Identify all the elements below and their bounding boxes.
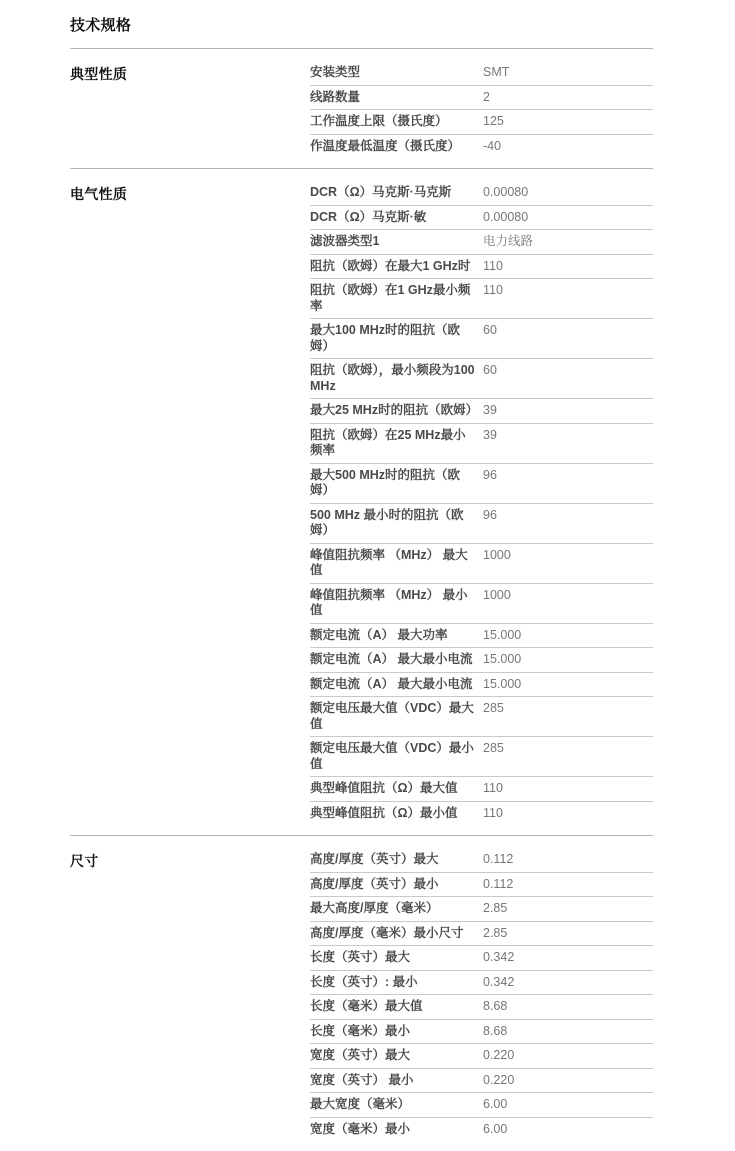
table-row bbox=[310, 255, 653, 280]
attribute-value: 125 bbox=[483, 114, 504, 128]
attribute-name: 高度/厚度（毫米）最小尺寸 bbox=[310, 925, 464, 940]
attribute-value: 1000 bbox=[483, 587, 511, 602]
table-row bbox=[310, 971, 653, 996]
attribute-value: 39 bbox=[483, 427, 497, 442]
attribute-value: 0.220 bbox=[483, 1048, 515, 1062]
spec-section bbox=[70, 836, 653, 1151]
attribute-name: 额定电流（A） 最大最小电流 bbox=[310, 652, 473, 666]
table-row bbox=[310, 399, 653, 424]
table-row bbox=[310, 230, 653, 255]
table-row bbox=[310, 319, 653, 359]
attribute-value: 电力线路 bbox=[483, 234, 534, 248]
attribute-value: 2.85 bbox=[483, 901, 508, 915]
attribute-value: 110 bbox=[483, 283, 503, 297]
table-row bbox=[310, 737, 653, 777]
attribute-name: 长度（英寸）: 最小 bbox=[310, 974, 418, 989]
table-row bbox=[310, 1020, 653, 1045]
attribute-value: 15.000 bbox=[483, 652, 522, 666]
attribute-value: 110 bbox=[483, 258, 503, 273]
section-label: 尺寸 bbox=[70, 853, 99, 869]
attribute-value: 0.220 bbox=[483, 1072, 515, 1087]
table-row bbox=[310, 135, 653, 159]
attribute-name: 额定电压最大值（VDC）最大值 bbox=[310, 701, 474, 731]
attribute-value: 15.000 bbox=[483, 676, 522, 691]
attribute-name: 宽度（英寸） 最小 bbox=[310, 1072, 414, 1087]
table-row bbox=[310, 673, 653, 698]
table-row bbox=[310, 61, 653, 86]
table-row bbox=[310, 1093, 653, 1118]
table-row bbox=[310, 464, 653, 504]
attribute-name: 长度（英寸）最大 bbox=[310, 950, 411, 964]
table-row bbox=[310, 584, 653, 624]
attribute-value: 60 bbox=[483, 323, 497, 337]
attribute-name: 500 MHz 最小时的阻抗（欧姆） bbox=[310, 507, 464, 537]
table-row bbox=[310, 802, 653, 826]
attribute-value: 96 bbox=[483, 507, 497, 522]
table-row bbox=[310, 206, 653, 231]
attribute-name: 阻抗（欧姆）在1 GHz最小频率 bbox=[310, 283, 471, 313]
attribute-name: 安装类型 bbox=[310, 65, 361, 79]
attribute-name: 典型峰值阻抗（Ω）最大值 bbox=[310, 781, 458, 795]
table-row bbox=[310, 359, 653, 399]
attribute-value: -40 bbox=[483, 138, 502, 153]
attribute-value: 8.68 bbox=[483, 1023, 508, 1038]
attribute-name: 典型峰值阻抗（Ω）最小值 bbox=[310, 805, 458, 820]
attribute-name: 额定电压最大值（VDC）最小值 bbox=[310, 741, 474, 771]
attribute-name: 额定电流（A） 最大最小电流 bbox=[310, 676, 473, 691]
table-row bbox=[310, 1069, 653, 1094]
table-row bbox=[310, 279, 653, 319]
section-label: 电气性质 bbox=[70, 186, 128, 202]
attribute-name: 峰值阻抗频率 （MHz） 最大值 bbox=[310, 547, 468, 577]
attribute-value: 110 bbox=[483, 781, 503, 795]
table-row bbox=[310, 544, 653, 584]
table-row bbox=[310, 648, 653, 673]
attribute-value: 0.342 bbox=[483, 974, 515, 989]
attribute-name: DCR（Ω）马克斯·敏 bbox=[310, 209, 427, 224]
attribute-value: 0.112 bbox=[483, 876, 514, 891]
table-row bbox=[310, 624, 653, 649]
attribute-name: 阻抗（欧姆）在25 MHz最小频率 bbox=[310, 427, 466, 457]
attribute-value: 0.342 bbox=[483, 950, 515, 964]
spec-section bbox=[70, 169, 653, 836]
attribute-name: 峰值阻抗频率 （MHz） 最小值 bbox=[310, 587, 468, 617]
attribute-value: 8.68 bbox=[483, 999, 508, 1013]
attribute-name: 长度（毫米）最大值 bbox=[310, 999, 423, 1013]
table-row bbox=[310, 946, 653, 971]
attribute-name: 作温度最低温度（摄氏度） bbox=[310, 138, 461, 153]
attribute-value: 39 bbox=[483, 403, 497, 417]
table-row bbox=[310, 848, 653, 873]
attribute-name: 滤波器类型1 bbox=[310, 234, 380, 248]
table-row bbox=[310, 181, 653, 206]
attribute-name: 宽度（英寸）最大 bbox=[310, 1048, 411, 1062]
attribute-value: 1000 bbox=[483, 547, 511, 562]
attribute-name: 线路数量 bbox=[310, 89, 361, 104]
spec-section bbox=[70, 49, 653, 169]
attribute-name: 额定电流（A） 最大功率 bbox=[310, 627, 448, 642]
table-row bbox=[310, 697, 653, 737]
table-row bbox=[310, 873, 653, 898]
table-row bbox=[310, 922, 653, 947]
table-row bbox=[310, 1044, 653, 1069]
table-row bbox=[310, 424, 653, 464]
table-row bbox=[310, 897, 653, 922]
attribute-name: DCR（Ω）马克斯·马克斯 bbox=[310, 185, 452, 199]
attribute-name: 最大宽度（毫米） bbox=[310, 1097, 411, 1111]
attribute-value: 2 bbox=[483, 89, 490, 104]
section-label: 典型性质 bbox=[70, 66, 128, 82]
attribute-value: 15.000 bbox=[483, 627, 522, 642]
attribute-name: 最大500 MHz时的阻抗（欧姆） bbox=[310, 467, 461, 497]
spec-sections bbox=[70, 49, 653, 1151]
table-row bbox=[310, 86, 653, 111]
section-rows bbox=[310, 61, 653, 158]
attribute-name: 阻抗（欧姆）在最大1 GHz时 bbox=[310, 258, 471, 273]
attribute-value: 0.00080 bbox=[483, 185, 529, 199]
attribute-name: 高度/厚度（英寸）最小 bbox=[310, 876, 439, 891]
attribute-value: SMT bbox=[483, 65, 510, 79]
attribute-value: 110 bbox=[483, 805, 503, 820]
table-row bbox=[310, 110, 653, 135]
attribute-name: 工作温度上限（摄氏度） bbox=[310, 114, 448, 128]
section-rows bbox=[310, 181, 653, 825]
attribute-value: 2.85 bbox=[483, 925, 508, 940]
attribute-name: 最大100 MHz时的阻抗（欧姆） bbox=[310, 323, 461, 353]
attribute-value: 96 bbox=[483, 467, 497, 482]
attribute-name: 最大高度/厚度（毫米） bbox=[310, 901, 439, 915]
attribute-value: 0.112 bbox=[483, 852, 514, 866]
attribute-value: 60 bbox=[483, 363, 497, 377]
attribute-value: 0.00080 bbox=[483, 209, 529, 224]
attribute-value: 285 bbox=[483, 701, 504, 715]
attribute-name: 长度（毫米）最小 bbox=[310, 1023, 411, 1038]
page-title: 技术规格 bbox=[70, 14, 653, 49]
section-rows bbox=[310, 848, 653, 1141]
attribute-value: 285 bbox=[483, 741, 504, 755]
attribute-name: 高度/厚度（英寸）最大 bbox=[310, 852, 439, 866]
table-row bbox=[310, 777, 653, 802]
attribute-name: 阻抗（欧姆），最小频段为100 MHz bbox=[310, 363, 475, 393]
table-row bbox=[310, 995, 653, 1020]
attribute-value: 6.00 bbox=[483, 1121, 508, 1136]
attribute-name: 宽度（毫米）最小 bbox=[310, 1121, 411, 1136]
table-row bbox=[310, 504, 653, 544]
attribute-name: 最大25 MHz时的阻抗（欧姆） bbox=[310, 403, 479, 417]
attribute-value: 6.00 bbox=[483, 1097, 508, 1111]
table-row bbox=[310, 1118, 653, 1142]
